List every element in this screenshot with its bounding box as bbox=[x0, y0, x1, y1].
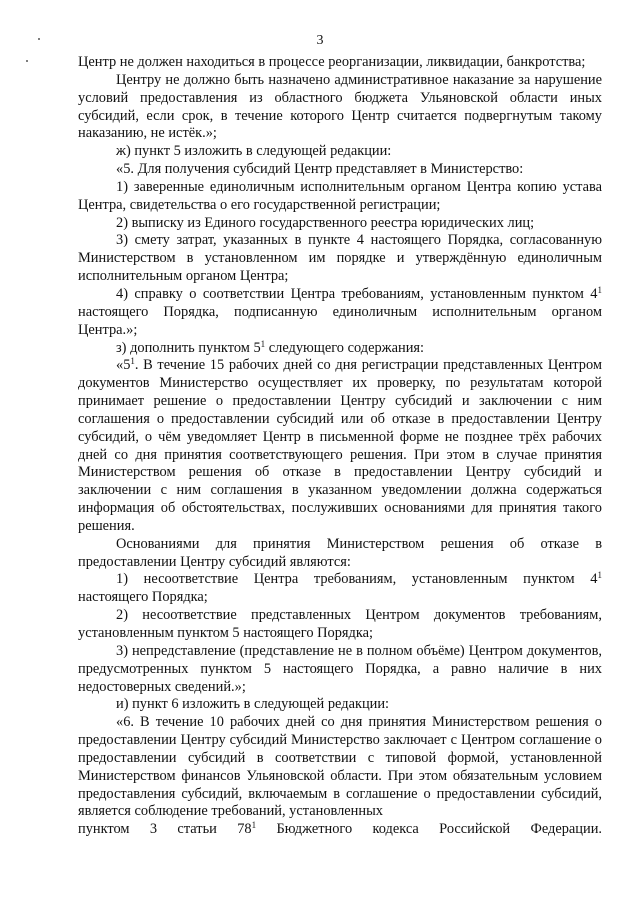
paragraph: и) пункт 6 изложить в следующей редакции: bbox=[116, 696, 390, 713]
paragraph bbox=[78, 340, 602, 358]
superscript: 1 bbox=[260, 338, 266, 349]
list-item bbox=[78, 286, 602, 340]
scan-speck bbox=[38, 38, 40, 40]
paragraph bbox=[78, 357, 602, 535]
list-item bbox=[78, 571, 602, 607]
paragraph: Центру не должно быть назначено административное наказание за нарушение условий предоставления из областного бюджета Ульяновской области иных субсидий, если срок, в течение которого Центр считается подвергнутым такому наказанию, не истёк.»; bbox=[78, 71, 602, 142]
list-item: 2) несоответствие представленных Центром документов требованиям, установленным пунктом 5 настоящего Порядка; bbox=[78, 607, 602, 641]
superscript: 1 bbox=[597, 284, 602, 295]
text-run: . В течение 15 рабочих дней со дня регистрации представленных Центром документов Министерство осуществляет их проверку, по результатам которой принимает решение о предоставлении Центру субсидий и заключении с ним соглашения о предоставлении субсидий или об отказе в предоставлении Центру субсидий, о чём уведомляет Центр в письменной форме не позднее трёх рабочих дней со дня принятия соответствующего решения. При этом в случае принятия Министерством решения об отказе в предоставлении Центру субсидий и заключении с ним соглашения в указанном уведомлении должна содержаться информация об обстоятельствах, послуживших основаниями для принятия такого решения. bbox=[78, 357, 602, 534]
superscript: 1 bbox=[130, 356, 135, 367]
paragraph: Основаниями для принятия Министерством решения об отказе в предоставлении Центру субсидий являются: bbox=[78, 535, 602, 570]
text-run: пунктом 3 статьи 78 bbox=[78, 821, 252, 838]
text-run: настоящего Порядка; bbox=[78, 589, 208, 606]
document-body bbox=[78, 54, 602, 839]
text-run: настоящего Порядка, подписанную единоличным исполнительным органом Центра.»; bbox=[78, 303, 602, 338]
paragraph: «5. Для получения субсидий Центр представляет в Министерство: bbox=[116, 161, 524, 178]
list-item: 3) смету затрат, указанных в пункте 4 настоящего Порядка, согласованную Министерством в установленном им порядке и утверждённую единоличным исполнительным органом Центра; bbox=[78, 232, 602, 285]
list-item: 2) выписку из Единого государственного реестра юридических лиц; bbox=[116, 214, 535, 231]
page-number: 3 bbox=[316, 33, 324, 48]
text-run: 4) справку о соответствии Центра требованиям, установленным пунктом 4 bbox=[116, 285, 598, 302]
text-run: з) дополнить пунктом 5 bbox=[116, 339, 261, 356]
superscript: 1 bbox=[251, 820, 257, 831]
text-run: Бюджетного кодекса Российской Федерации. bbox=[256, 821, 603, 838]
text-run: 1) несоответствие Центра требованиям, установленным пунктом 4 bbox=[116, 571, 598, 588]
paragraph: ж) пункт 5 изложить в следующей редакции: bbox=[116, 143, 392, 160]
list-item: 1) заверенные единоличным исполнительным органом Центра копию устава Центра, свидетельства о его государственной регистрации; bbox=[78, 178, 602, 213]
text-run: «5 bbox=[116, 357, 131, 374]
paragraph: «6. В течение 10 рабочих дней со дня принятия Министерством решения о предоставлении Центру субсидий Министерство заключает с Центром соглашение о предоставлении субсидий в соответствии с типовой формой, установленной Министерством финансов Ульяновской области. При этом обязательным условием предоставления субсидий, включаемым в соглашение о предоставлении субсидий, является соблюдение требований, установленных bbox=[78, 714, 602, 820]
text-run: следующего содержания: bbox=[265, 339, 425, 356]
scan-speck bbox=[26, 60, 28, 62]
superscript: 1 bbox=[597, 570, 602, 581]
paragraph bbox=[78, 821, 602, 839]
paragraph: Центр не должен находиться в процессе реорганизации, ликвидации, банкротства; bbox=[78, 54, 586, 70]
list-item: 3) непредставление (представление не в полном объёме) Центром документов, предусмотренных пунктом 5 настоящего Порядка, а равно наличие в них недостоверных сведений.»; bbox=[78, 642, 602, 695]
